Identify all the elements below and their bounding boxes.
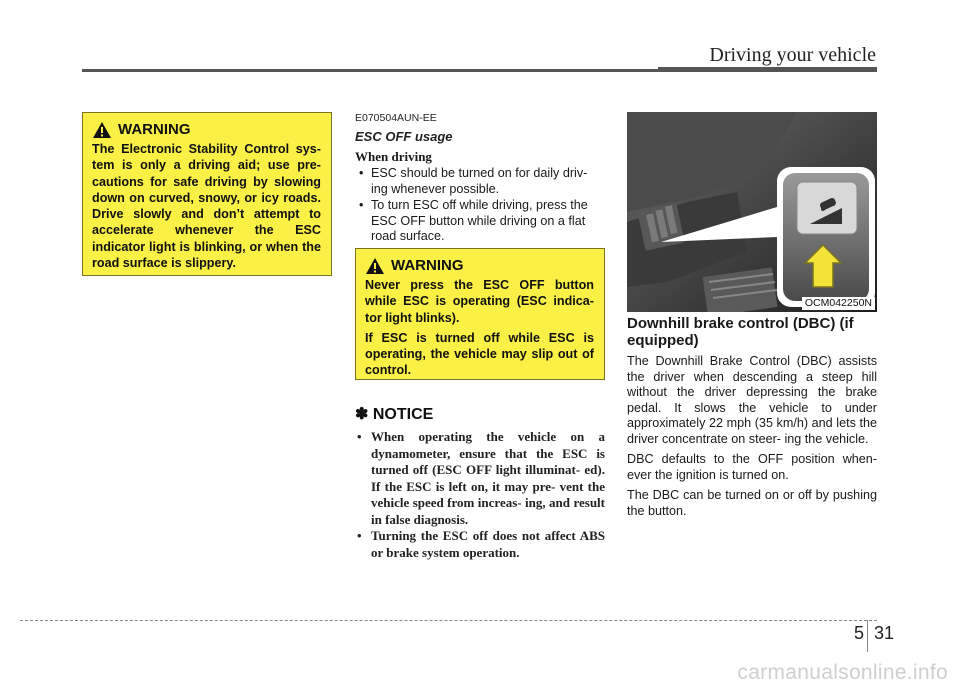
- notice-list: [355, 429, 605, 561]
- list-item: • ESC should be turned on for daily driv- ing whenever possible.: [355, 166, 605, 197]
- dash-illustration: [627, 112, 877, 312]
- esc-off-usage-section: [355, 112, 605, 245]
- dbc-paragraph: The Downhill Brake Control (DBC) assists the driver when descending a steep hill without the driver depressing the brake pedal. It slows the vehicle to under approximately 22 mph (35 km/h) and lets the driver concentrate on steer- ing the vehicle.: [627, 354, 877, 446]
- warning-text: If ESC is turned off while ESC is operating, the vehicle may slip out of control.: [365, 330, 594, 378]
- esc-off-usage-heading: ESC OFF usage: [355, 129, 453, 144]
- warning-triangle-icon: [92, 121, 112, 139]
- list-item: • To turn ESC off while driving, press the ESC OFF button while driving on a flat road surface.: [355, 198, 605, 245]
- when-driving-label: When driving: [355, 149, 432, 164]
- esc-bullet-list: [355, 166, 605, 245]
- notice-heading: ✽ NOTICE: [355, 406, 434, 423]
- warning-title: [365, 257, 594, 275]
- section-title: Driving your vehicle: [709, 44, 876, 66]
- header-rule-accent: [658, 67, 877, 72]
- warning-text: The Electronic Stability Control sys- tem is only a driving aid; use pre- cautions for safe driving by slowing down on curved, snowy, or icy roads. Drive slowly and don’t attempt to accelerate whenever the ESC indicator light is blinking, or when the road surface is slippery.: [92, 142, 321, 271]
- dbc-heading: Downhill brake control (DBC) (if equipped): [627, 315, 854, 349]
- dbc-button-photo: [627, 112, 877, 312]
- warning-title: [92, 121, 321, 139]
- section-code: E070504AUN-EE: [355, 112, 437, 124]
- footer-separator: [867, 620, 868, 652]
- warning-text: Never press the ESC OFF button while ESC is operating (ESC indica- tor light blinks).: [365, 278, 594, 325]
- list-item: • Turning the ESC off does not affect ABS or brake system operation.: [355, 528, 605, 561]
- watermark: carmanualsonline.info: [737, 661, 948, 684]
- photo-code: OCM042250N: [802, 297, 875, 310]
- list-item: • When operating the vehicle on a dynamometer, ensure that the ESC is turned off (ESC OFF light illuminat- ed). If the ESC is left on, it may pre- vent the vehicle speed from increas- ing, and result in false diagnosis.: [355, 429, 605, 528]
- dbc-section: [627, 315, 877, 519]
- page-number: 31: [874, 623, 895, 643]
- warning-title-text: WARNING: [118, 121, 191, 138]
- dbc-paragraph: DBC defaults to the OFF position when- ever the ignition is turned on.: [627, 452, 877, 482]
- chapter-number: 5: [854, 623, 865, 643]
- warning-box-esc-off-button: [355, 248, 605, 380]
- warning-triangle-icon: [365, 257, 385, 275]
- warning-box-esc-driving-aid: [82, 112, 332, 276]
- dbc-paragraph: The DBC can be turned on or off by pushing the button.: [627, 488, 877, 518]
- warning-title-text: WARNING: [391, 257, 464, 274]
- footer-rule: [20, 620, 877, 621]
